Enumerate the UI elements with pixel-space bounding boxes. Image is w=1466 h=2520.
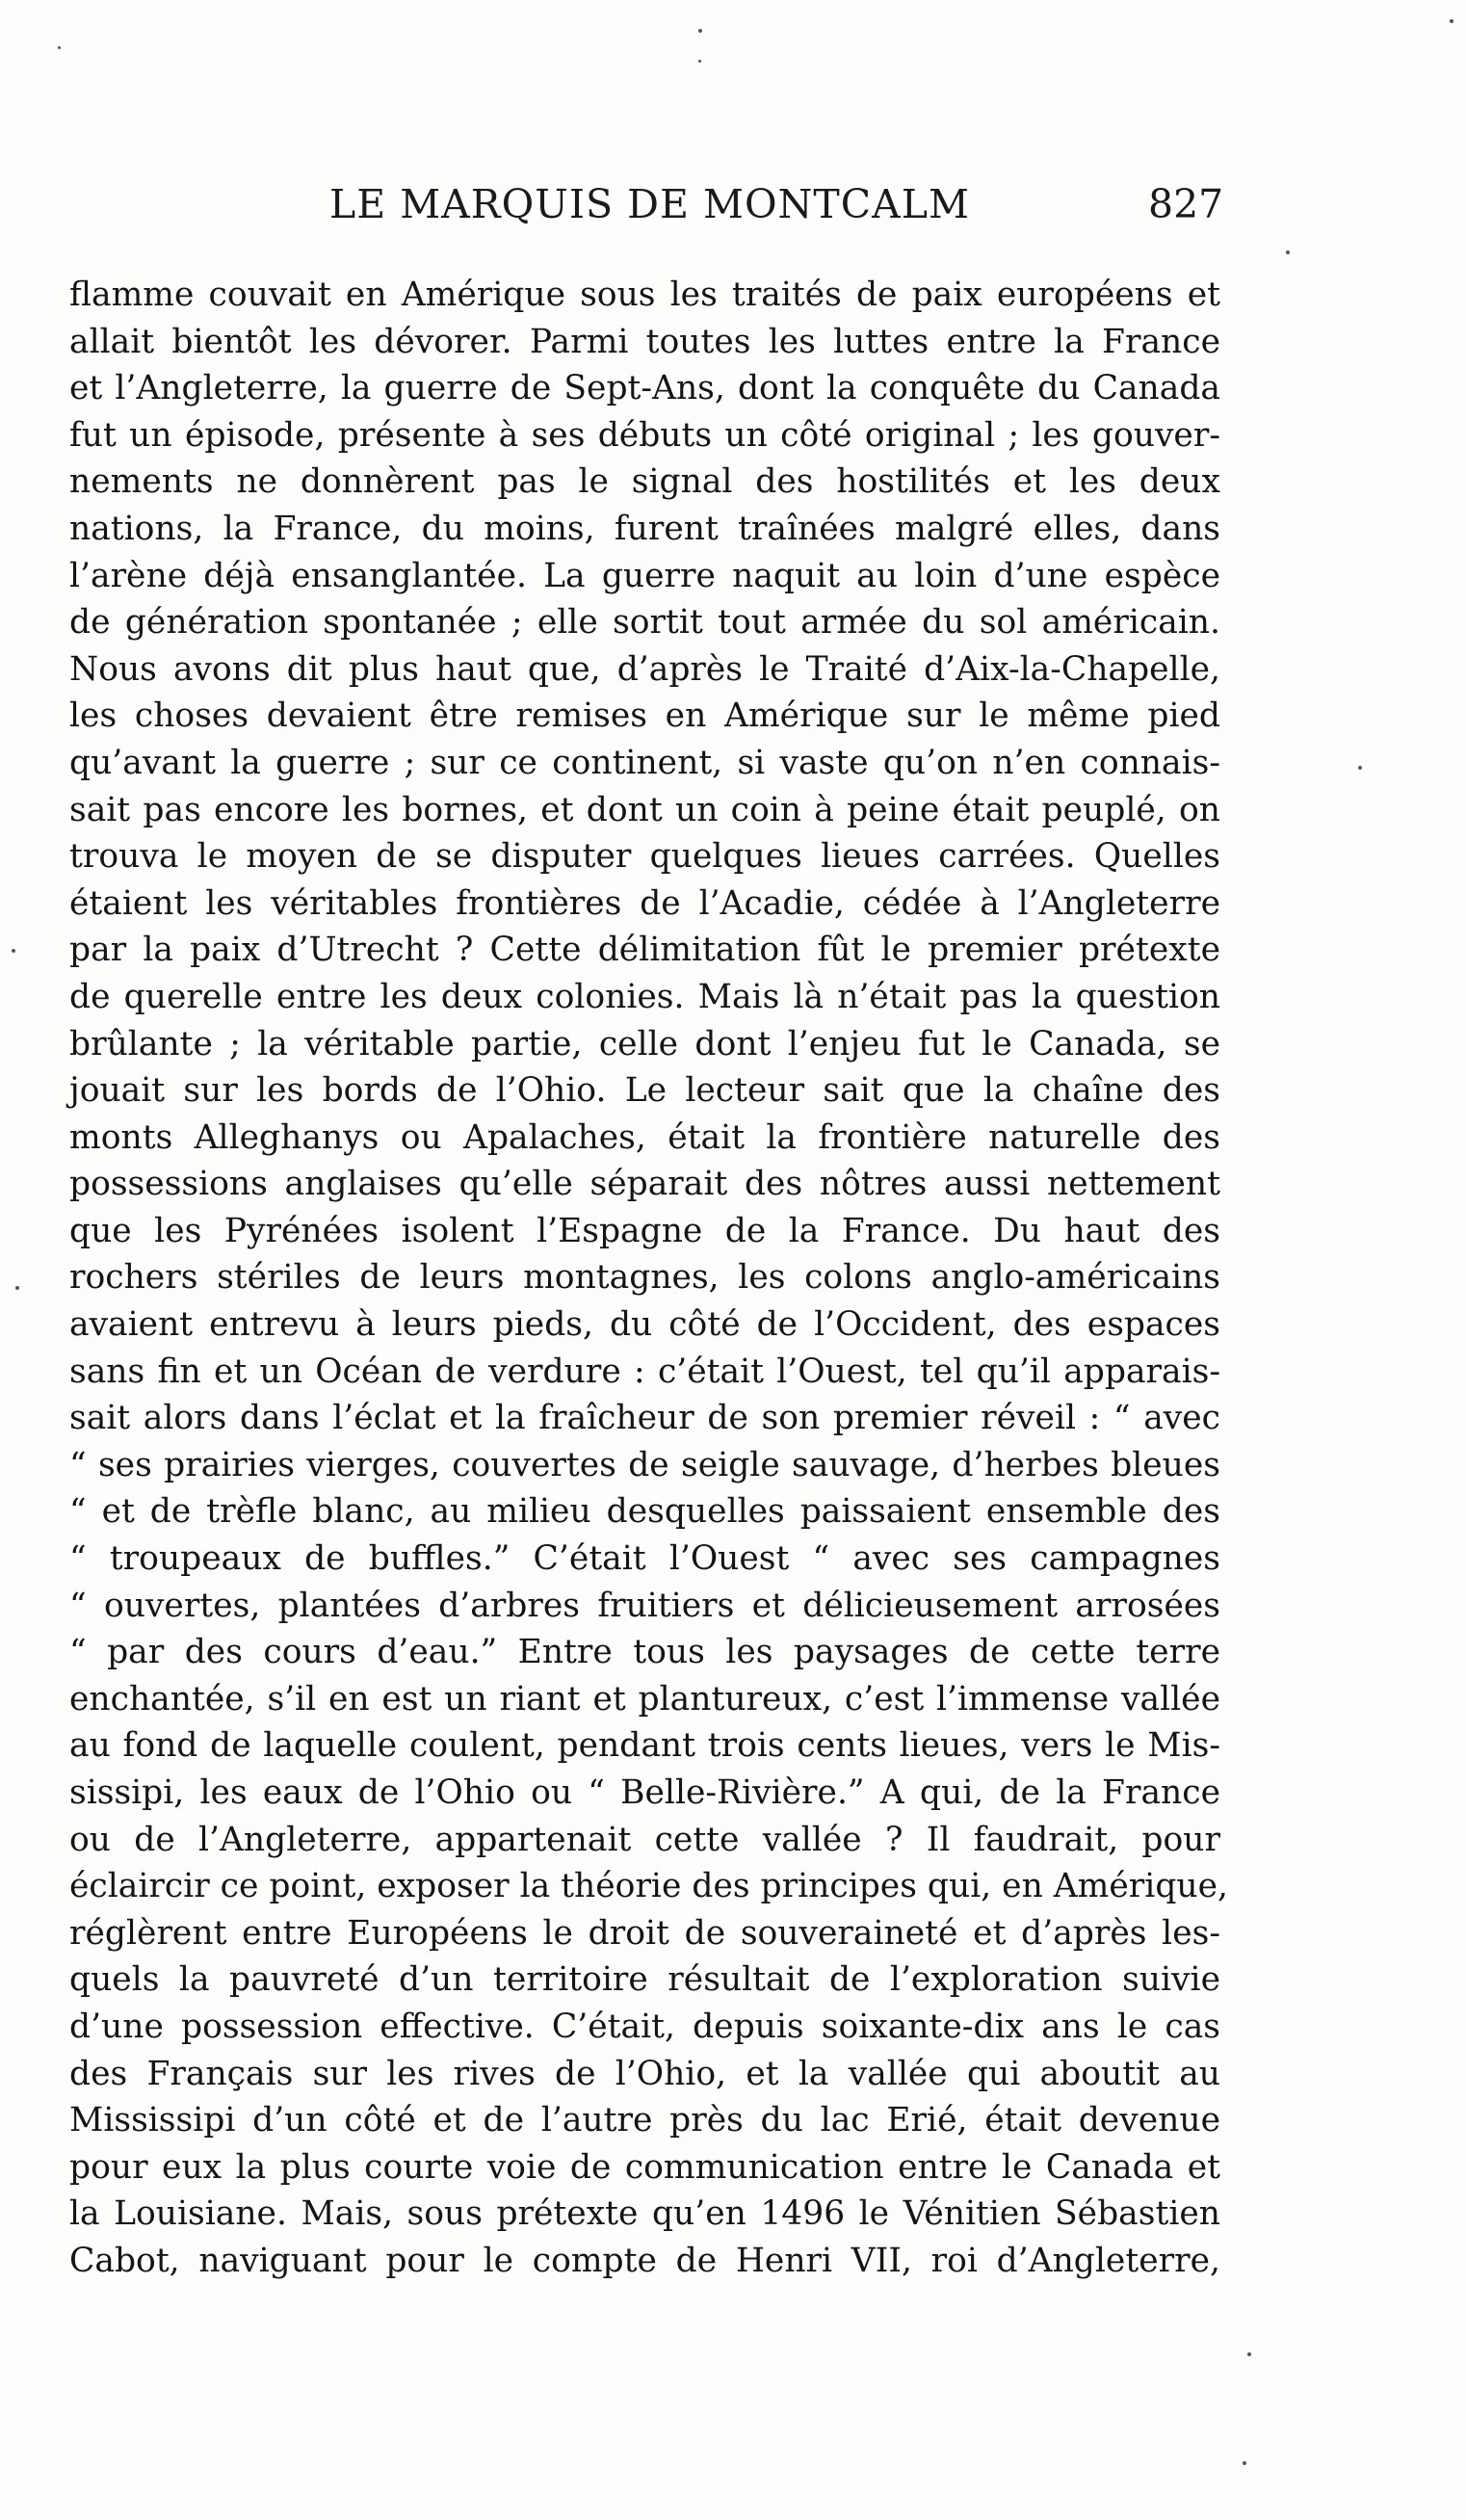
- text-line: ou de l’Angleterre, appartenait cette vallée ? Il faudrait, pour: [69, 1820, 1220, 1859]
- text-line: les choses devaient être remises en Amérique sur le même pied: [69, 696, 1220, 736]
- text-line: d’une possession effective. C’était, depuis soixante-dix ans le cas: [69, 2007, 1220, 2046]
- text-line: “ ses prairies vierges, couvertes de seigle sauvage, d’herbes bleues: [69, 1445, 1220, 1484]
- text-line: possessions anglaises qu’elle séparait des nôtres aussi nettement: [69, 1165, 1220, 1204]
- running-head: [69, 181, 1225, 239]
- text-line: “ par des cours d’eau.” Entre tous les paysages de cette terre: [69, 1633, 1220, 1672]
- text-line: étaient les véritables frontières de l’Acadie, cédée à l’Angleterre: [69, 883, 1220, 923]
- ink-speck: [1286, 250, 1290, 254]
- text-line: allait bientôt les dévorer. Parmi toutes les luttes entre la France: [69, 322, 1220, 361]
- text-line: Mississipi d’un côté et de l’autre près du lac Erié, était devenue: [69, 2101, 1220, 2140]
- ink-speck: [12, 949, 15, 953]
- text-line: fut un épisode, présente à ses débuts un côté original ; les gouver-: [69, 415, 1220, 455]
- text-line: de querelle entre les deux colonies. Mais là n’était pas la question: [69, 977, 1220, 1016]
- running-title: LE MARQUIS DE MONTCALM: [329, 181, 970, 227]
- text-line: et l’Angleterre, la guerre de Sept-Ans, dont la conquête du Canada: [69, 369, 1220, 408]
- text-line: jouait sur les bords de l’Ohio. Le lecteur sait que la chaîne des: [69, 1071, 1220, 1111]
- ink-speck: [698, 29, 702, 33]
- text-line: des Français sur les rives de l’Ohio, et la vallée qui aboutit au: [69, 2054, 1220, 2093]
- text-line: avaient entrevu à leurs pieds, du côté de l’Occident, des espaces: [69, 1305, 1220, 1345]
- text-line: Cabot, naviguant pour le compte de Henri VII, roi d’Angleterre,: [69, 2241, 1220, 2280]
- text-line: sait pas encore les bornes, et dont un coin à peine était peuplé, on: [69, 790, 1220, 829]
- text-line: réglèrent entre Européens le droit de souveraineté et d’après les-: [69, 1913, 1220, 1953]
- ink-speck: [1450, 19, 1453, 23]
- text-line: nements ne donnèrent pas le signal des hostilités et les deux: [69, 462, 1220, 502]
- text-line: l’arène déjà ensanglantée. La guerre naquit au loin d’une espèce: [69, 556, 1220, 595]
- ink-speck: [1358, 766, 1362, 770]
- text-line: que les Pyrénées isolent l’Espagne de la France. Du haut des: [69, 1211, 1220, 1250]
- ink-speck: [58, 46, 61, 49]
- ink-speck: [698, 60, 701, 63]
- text-line: par la paix d’Utrecht ? Cette délimitation fût le premier prétexte: [69, 931, 1220, 970]
- text-line: nations, la France, du moins, furent traînées malgré elles, dans: [69, 509, 1220, 548]
- body-text: [69, 272, 1229, 2285]
- text-line: quels la pauvreté d’un territoire résultait de l’exploration suivie: [69, 1960, 1220, 2000]
- text-line: monts Alleghanys ou Apalaches, était la frontière naturelle des: [69, 1117, 1220, 1157]
- ink-speck: [15, 1286, 19, 1290]
- text-line: trouva le moyen de se disputer quelques lieues carrées. Quelles: [69, 837, 1220, 877]
- text-line: “ troupeaux de buffles.” C’était l’Ouest “ avec ses campagnes: [69, 1539, 1220, 1579]
- text-line: enchantée, s’il en est un riant et plantureux, c’est l’immense vallée: [69, 1679, 1220, 1719]
- ink-speck: [1243, 2461, 1246, 2465]
- text-line: flamme couvait en Amérique sous les traités de paix européens et: [69, 276, 1220, 314]
- text-line: la Louisiane. Mais, sous prétexte qu’en 1496 le Vénitien Sébastien: [69, 2194, 1220, 2234]
- text-line: sait alors dans l’éclat et la fraîcheur de son premier réveil : “ avec: [69, 1399, 1220, 1438]
- text-line: “ et de trèfle blanc, au milieu desquelles paissaient ensemble des: [69, 1492, 1220, 1532]
- ink-speck: [1247, 2352, 1251, 2356]
- text-line: pour eux la plus courte voie de communication entre le Canada et: [69, 2147, 1220, 2187]
- text-line: sans fin et un Océan de verdure : c’était l’Ouest, tel qu’il apparais-: [69, 1352, 1220, 1391]
- text-line: sissipi, les eaux de l’Ohio ou “ Belle-Rivière.” A qui, de la France: [69, 1773, 1220, 1812]
- text-line: au fond de laquelle coulent, pendant trois cents lieues, vers le Mis-: [69, 1726, 1220, 1766]
- text-line: “ ouvertes, plantées d’arbres fruitiers et délicieusement arrosées: [69, 1586, 1220, 1625]
- text-line: rochers stériles de leurs montagnes, les colons anglo-américains: [69, 1258, 1220, 1298]
- text-line: brûlante ; la véritable partie, celle dont l’enjeu fut le Canada, se: [69, 1024, 1220, 1063]
- text-line: qu’avant la guerre ; sur ce continent, si vaste qu’on n’en connais-: [69, 743, 1220, 782]
- page-number: 827: [1148, 181, 1224, 227]
- text-line: éclaircir ce point, exposer la théorie des principes qui, en Amérique,: [69, 1867, 1229, 1906]
- text-line: Nous avons dit plus haut que, d’après le Traité d’Aix-la-Chapelle,: [69, 649, 1220, 689]
- text-line: de génération spontanée ; elle sortit tout armée du sol américain.: [69, 603, 1220, 643]
